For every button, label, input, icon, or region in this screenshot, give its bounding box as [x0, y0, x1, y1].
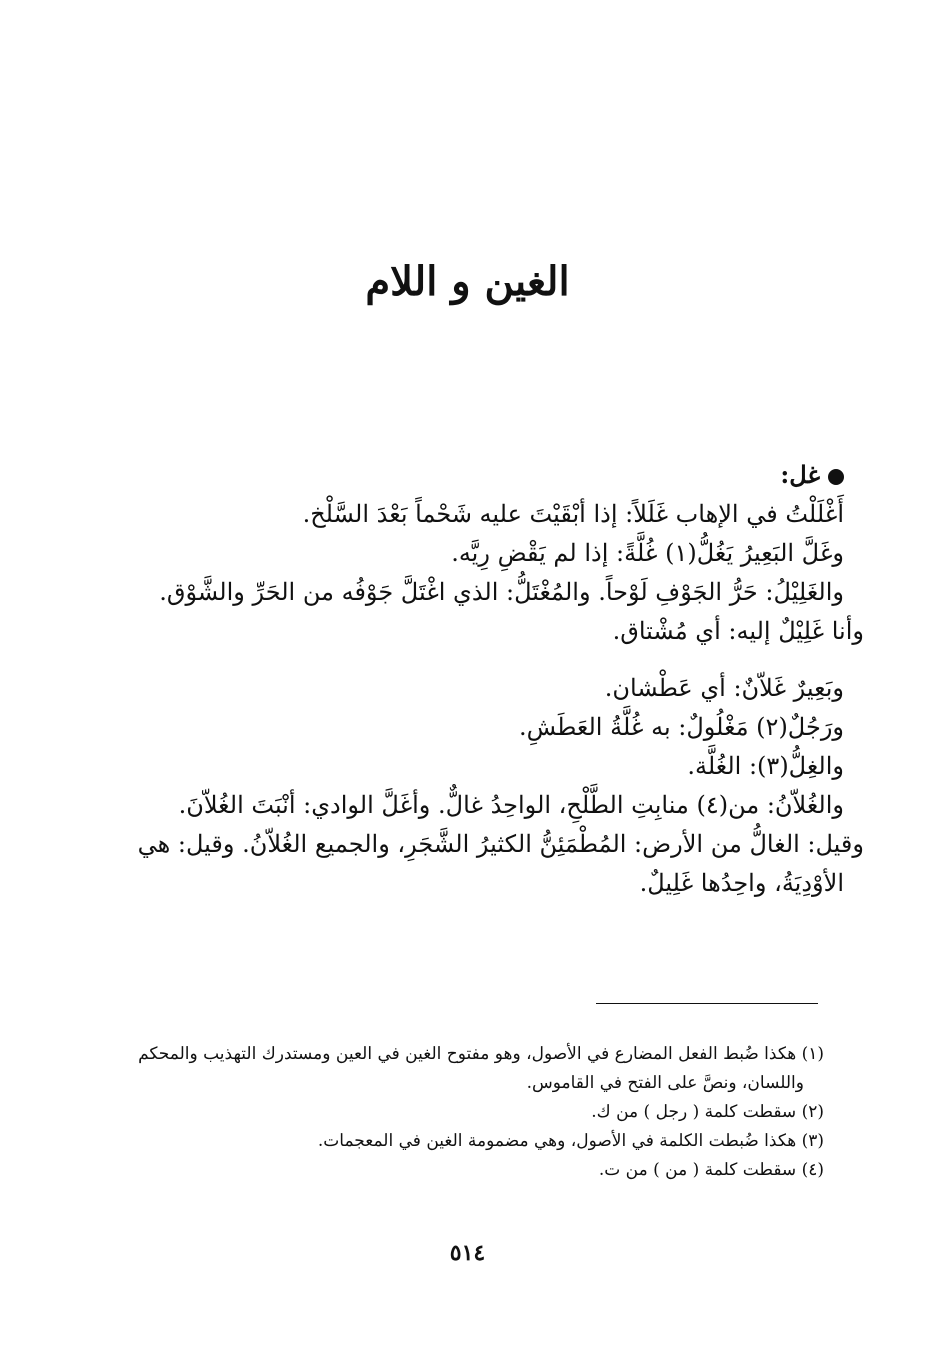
footnote-2: (٢) سقطت كلمة ( رجل ) من ك. [591, 1102, 824, 1122]
entry-line: أَغْلَلْتُ في الإهاب غَلَلاً: إذا أبْقَيْتَ عليه شَحْماً بَعْدَ السَّلْخ. [302, 500, 844, 528]
footnote-divider [596, 1003, 818, 1004]
footnote-3: (٣) هكذا ضُبطت الكلمة في الأصول، وهي مضمومة الغين في المعجمات. [317, 1131, 824, 1151]
entry-line: والغُلاّنُ: من(٤) منابِتِ الطَّلْحِ، الواحِدُ غالٌّ. وأغَلَّ الوادي: أنْبَتَ الغُلاّنَ. [178, 791, 844, 819]
footnote-1-continued: واللسان، ونصَّ على الفتح في القاموس. [526, 1073, 804, 1093]
entry-headword: غل: [780, 460, 820, 489]
entry-line: الأوْدِيَةُ، واحِدُها غَلِيلٌ. [639, 869, 844, 897]
entry-line: ورَجُلٌ(٢) مَغْلُولٌ: به غُلَّةُ العَطَشِ. [518, 713, 844, 741]
entry-line: وأنا غَلِيْلٌ إليه: أي مُشْتاق. [612, 617, 864, 645]
entry-headword-line [92, 455, 844, 495]
page-number: ٥١٤ [449, 1240, 486, 1266]
entry-line: وقيل: الغالُّ من الأرض: المُطْمَئِنُّ الكثيرُ الشَّجَرِ، والجميع الغُلاّنُ. وقيل: هي [137, 830, 864, 858]
entry-line: وبَعِيرٌ غَلاّنٌ: أي عَطْشان. [604, 674, 844, 702]
entry-line: والغَلِيْلُ: حَرُّ الجَوْفِ لَوْحاً. والمُغْتَلُّ: الذي اغْتَلَّ جَوْفُه من الحَرِّ والشَّوْق. [159, 578, 844, 606]
page-title: الغين و اللام [365, 258, 570, 305]
entry-line: والغِلُّ(٣): الغُلَّة. [687, 752, 844, 780]
footnotes [92, 1040, 824, 1185]
entry-body [92, 455, 864, 903]
entry-line: وغَلَّ البَعِيرُ يَغُلُّ(١) غُلَّةً: إذا لم يَقْضِ رِيَّه. [451, 539, 844, 567]
footnote-4: (٤) سقطت كلمة ( من ) من ت. [598, 1160, 824, 1180]
footnote-1: (١) هكذا ضُبط الفعل المضارع في الأصول، وهو مفتوح الغين في العين ومستدرك التهذيب والمحكم [138, 1044, 824, 1064]
bullet-icon [828, 469, 844, 485]
